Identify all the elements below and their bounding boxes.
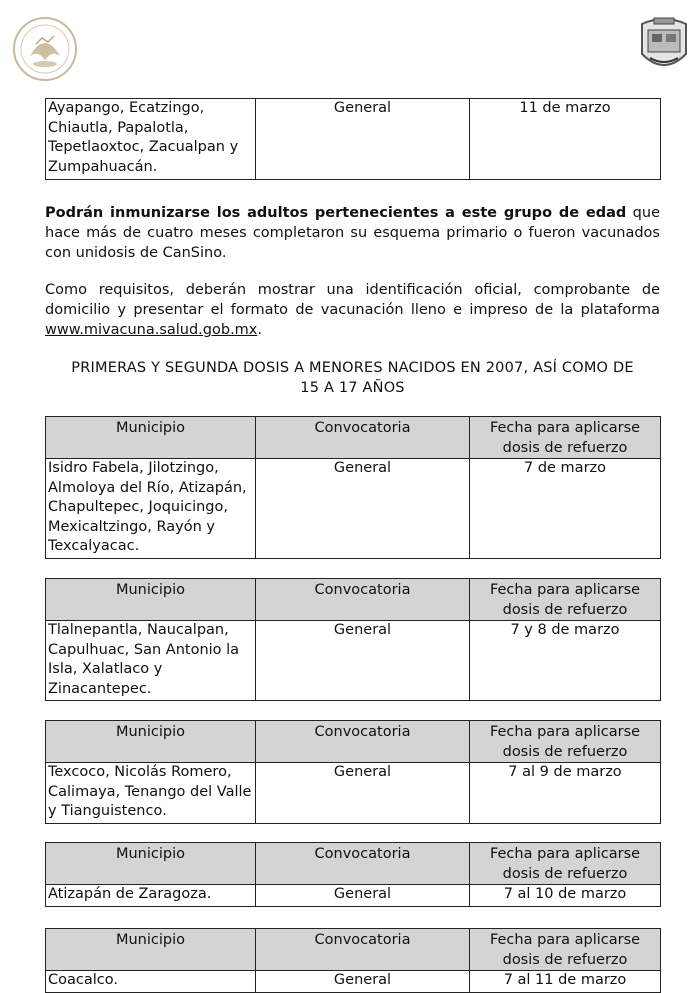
fecha-cell: 11 de marzo <box>470 99 661 180</box>
vaccination-platform-link[interactable]: www.mivacuna.salud.gob.mx <box>45 322 258 338</box>
header-fecha: Fecha para aplicarse dosis de refuerzo <box>470 417 661 459</box>
table-header-row <box>46 929 661 971</box>
municipio-cell: Coacalco. <box>46 971 256 993</box>
convocatoria-cell: General <box>256 621 470 701</box>
municipios-table-4 <box>45 842 661 907</box>
table-row <box>46 99 661 180</box>
municipios-table-2 <box>45 578 661 701</box>
table-row <box>46 621 661 701</box>
fecha-cell: 7 al 11 de marzo <box>470 971 661 993</box>
header-convocatoria: Convocatoria <box>256 929 470 971</box>
convocatoria-cell: General <box>256 99 470 180</box>
paragraph-eligibility <box>45 203 660 263</box>
header-municipio: Municipio <box>46 579 256 621</box>
table-row <box>46 971 661 993</box>
municipio-cell: Isidro Fabela, Jilotzingo, Almoloya del Río, Atizapán, Chapultepec, Joquicingo, Mexicaltzingo, Rayón y Texcalyacac. <box>46 459 256 559</box>
header-municipio: Municipio <box>46 843 256 885</box>
section-heading: PRIMERAS Y SEGUNDA DOSIS A MENORES NACIDOS EN 2007, ASÍ COMO DE 15 A 17 AÑOS <box>71 360 634 396</box>
table-row <box>46 763 661 824</box>
header-fecha: Fecha para aplicarse dosis de refuerzo <box>470 929 661 971</box>
municipios-table-1 <box>45 416 661 559</box>
convocatoria-cell: General <box>256 885 470 907</box>
convocatoria-cell: General <box>256 763 470 824</box>
municipios-table-3 <box>45 720 661 824</box>
municipios-table-continued <box>45 98 661 180</box>
fecha-cell: 7 y 8 de marzo <box>470 621 661 701</box>
fecha-cell: 7 al 9 de marzo <box>470 763 661 824</box>
header-fecha: Fecha para aplicarse dosis de refuerzo <box>470 579 661 621</box>
estado-de-mexico-shield-logo <box>636 14 692 74</box>
requirements-text: Como requisitos, deberán mostrar una identificación oficial, comprobante de domicilio y presentar el formato de vacunación lleno e impreso de la plataforma <box>45 282 660 318</box>
table-header-row <box>46 843 661 885</box>
paragraph-requirements: Como requisitos, deberán mostrar una identificación oficial, comprobante de domicilio y presentar el formato de vacunación lleno e impreso de la plataforma www.mivacuna.salud.gob.mx. <box>45 282 660 338</box>
table-header-row <box>46 721 661 763</box>
convocatoria-cell: General <box>256 971 470 993</box>
header-convocatoria: Convocatoria <box>256 721 470 763</box>
table-header-row <box>46 579 661 621</box>
header-fecha: Fecha para aplicarse dosis de refuerzo <box>470 721 661 763</box>
table-header-row <box>46 417 661 459</box>
paragraph-bold-lead: Podrán inmunizarse los adultos pertenecientes a este grupo de edad <box>45 205 627 221</box>
fecha-cell: 7 al 10 de marzo <box>470 885 661 907</box>
table-row <box>46 459 661 559</box>
header-convocatoria: Convocatoria <box>256 843 470 885</box>
municipios-table-5 <box>45 928 661 993</box>
header-municipio: Municipio <box>46 721 256 763</box>
header-municipio: Municipio <box>46 417 256 459</box>
header-municipio: Municipio <box>46 929 256 971</box>
header-convocatoria: Convocatoria <box>256 417 470 459</box>
table-row <box>46 885 661 907</box>
paragraph-rest: que hace más de cuatro meses completaron su esquema primario o fueron vacunados con unidosis de CanSino. <box>45 205 660 261</box>
municipio-cell: Tlalnepantla, Naucalpan, Capulhuac, San Antonio la Isla, Xalatlaco y Zinacantepec. <box>46 621 256 701</box>
header-fecha: Fecha para aplicarse dosis de refuerzo <box>470 843 661 885</box>
fecha-cell: 7 de marzo <box>470 459 661 559</box>
municipio-cell: Texcoco, Nicolás Romero, Calimaya, Tenango del Valle y Tianguistenco. <box>46 763 256 824</box>
municipio-cell: Ayapango, Ecatzingo, Chiautla, Papalotla, Tepetlaoxtoc, Zacualpan y Zumpahuacán. <box>46 99 256 180</box>
mexico-coat-of-arms-logo <box>12 16 78 82</box>
municipio-cell: Atizapán de Zaragoza. <box>46 885 256 907</box>
header-convocatoria: Convocatoria <box>256 579 470 621</box>
convocatoria-cell: General <box>256 459 470 559</box>
